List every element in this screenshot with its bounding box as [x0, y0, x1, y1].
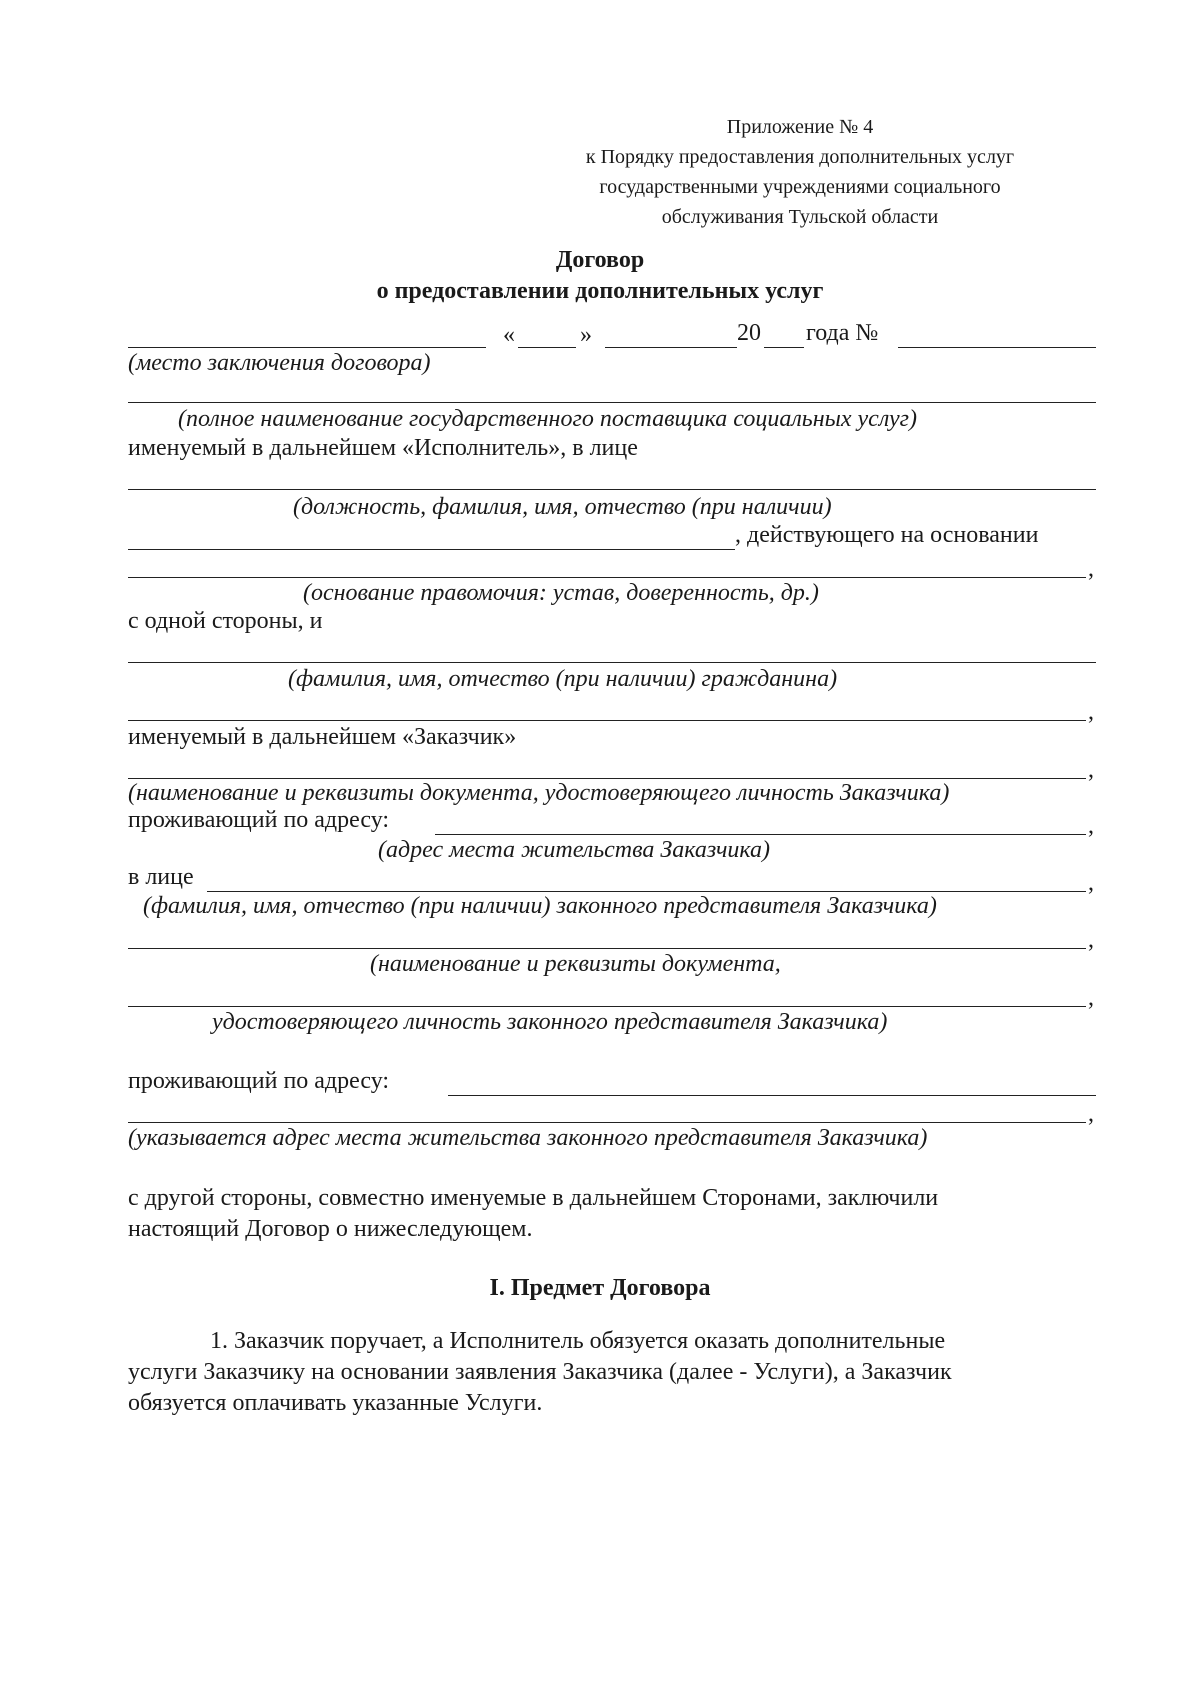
document-subtitle: о предоставлении дополнительных услуг: [376, 278, 824, 304]
section-1-p1-line-2: услуги Заказчику на основании заявления Заказчика (далее - Услуги), а Заказчик: [128, 1359, 952, 1385]
appendix-line-3: государственными учреждениями социального: [599, 176, 1001, 198]
living-at-text: проживающий по адресу:: [128, 807, 390, 833]
section-1-heading: I. Предмет Договора: [489, 1275, 711, 1301]
citizen-blank[interactable]: [128, 662, 1096, 663]
section-1-p1-line-3: обязуется оплачивать указанные Услуги.: [128, 1390, 543, 1416]
place-blank[interactable]: [128, 347, 486, 348]
representative-caption: (фамилия, имя, отчество (при наличии) законного представителя Заказчика): [143, 893, 937, 919]
authority-blank[interactable]: [128, 577, 1086, 578]
customer-named-text: именуемый в дальнейшем «Заказчик»: [128, 724, 517, 750]
month-blank[interactable]: [605, 347, 737, 348]
year-prefix: 20: [737, 320, 761, 346]
representative-blank[interactable]: [207, 891, 1086, 892]
provider-caption: (полное наименование государственного поставщика социальных услуг): [178, 406, 917, 432]
place-caption: (место заключения договора): [128, 350, 431, 376]
citizen-continued-blank[interactable]: [128, 720, 1086, 721]
appendix-line-2: к Порядку предоставления дополнительных услуг: [585, 146, 1015, 168]
position-blank[interactable]: [128, 489, 1096, 490]
other-side-line-1: с другой стороны, совместно именуемые в дальнейшем Сторонами, заключили: [128, 1185, 939, 1211]
appendix-line-4: обслуживания Тульской области: [661, 206, 939, 228]
authority-comma: ,: [1088, 556, 1094, 582]
rep-doc-caption-2: удостоверяющего личность законного представителя Заказчика): [212, 1009, 888, 1035]
customer-doc-blank[interactable]: [128, 778, 1086, 779]
representative-comma: ,: [1088, 870, 1094, 896]
rep-doc-comma-2: ,: [1088, 985, 1094, 1011]
rep-doc-blank-1[interactable]: [128, 948, 1086, 949]
living-at-text-2: проживающий по адресу:: [128, 1068, 390, 1094]
customer-address-caption: (адрес места жительства Заказчика): [378, 837, 771, 863]
authority-caption: (основание правомочия: устав, доверенность, др.): [303, 580, 819, 606]
close-quote: »: [580, 322, 592, 348]
customer-address-comma: ,: [1088, 813, 1094, 839]
appendix-number: Приложение № 4: [726, 116, 874, 138]
citizen-caption: (фамилия, имя, отчество (при наличии) гражданина): [288, 666, 838, 692]
position-name-blank[interactable]: [128, 549, 735, 550]
acting-basis-text: , действующего на основании: [735, 522, 1039, 548]
in-person-text: в лице: [128, 864, 194, 890]
year-number-label: года №: [806, 320, 879, 346]
rep-doc-comma-1: ,: [1088, 927, 1094, 953]
customer-doc-comma: ,: [1088, 757, 1094, 783]
rep-doc-caption-1: (наименование и реквизиты документа,: [370, 951, 781, 977]
rep-address-blank-1[interactable]: [448, 1095, 1096, 1096]
year-blank[interactable]: [764, 347, 804, 348]
position-caption: (должность, фамилия, имя, отчество (при наличии): [293, 494, 832, 520]
executor-named-text: именуемый в дальнейшем «Исполнитель», в лице: [128, 435, 638, 461]
customer-doc-caption: (наименование и реквизиты документа, удостоверяющего личность Заказчика): [128, 780, 950, 806]
rep-doc-blank-2[interactable]: [128, 1006, 1086, 1007]
other-side-line-2: настоящий Договор о нижеследующем.: [128, 1216, 533, 1242]
rep-address-caption: (указывается адрес места жительства законного представителя Заказчика): [128, 1125, 928, 1151]
rep-address-blank-2[interactable]: [128, 1122, 1086, 1123]
customer-address-blank[interactable]: [435, 834, 1086, 835]
provider-blank[interactable]: [128, 402, 1096, 403]
section-1-p1-line-1: 1. Заказчик поручает, а Исполнитель обязуется оказать дополнительные: [210, 1328, 946, 1354]
open-quote: «: [503, 322, 515, 348]
citizen-comma: ,: [1088, 699, 1094, 725]
document-title: Договор: [555, 247, 645, 273]
one-side-text: с одной стороны, и: [128, 608, 323, 634]
rep-address-comma: ,: [1088, 1101, 1094, 1127]
day-blank[interactable]: [518, 347, 576, 348]
contract-number-blank[interactable]: [898, 347, 1096, 348]
